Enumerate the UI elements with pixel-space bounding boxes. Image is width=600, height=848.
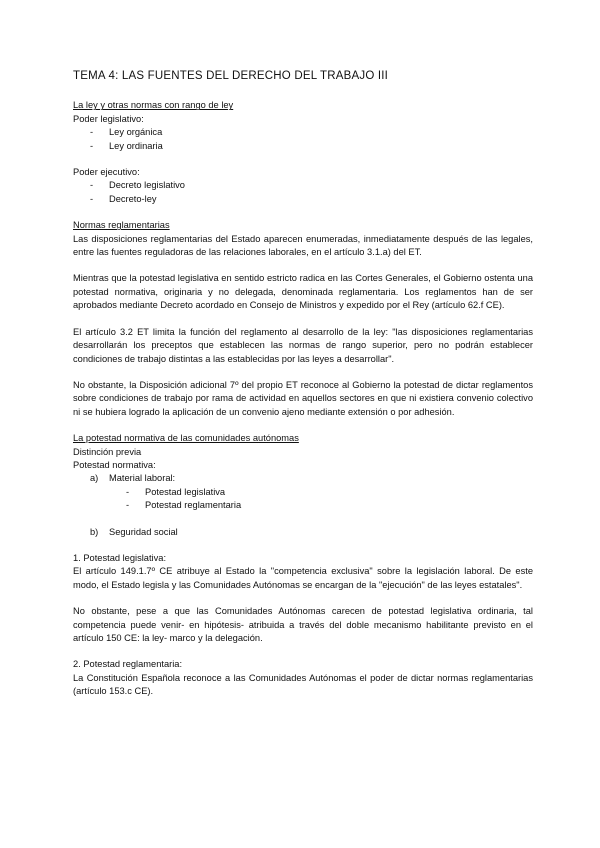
list-marker: a) [90, 473, 99, 484]
subheading-potestad-legislativa: 1. Potestad legislativa: [73, 552, 167, 563]
list-item-a [73, 472, 533, 485]
list-item: - Ley ordinaria [73, 140, 533, 153]
sub-list-item: - Potestad legislativa [73, 486, 533, 499]
list-item: - Decreto-ley [73, 193, 533, 206]
section-heading-normas-reglamentarias: Normas reglamentarias [73, 220, 170, 231]
distincion-previa: Distinción previa [73, 446, 142, 457]
section-heading-comunidades: La potestad normativa de las comunidades autónomas [73, 433, 299, 444]
paragraph: No obstante, la Disposición adicional 7º del propio ET reconoce al Gobierno la potestad de dictar reglamentos sobre condiciones de trabajo por rama de actividad en aquellos sectores en que ni existiera convenio colectivo ni se hubiera logrado la aplicación de un convenio ajeno mediante extensión o por adhesión. [73, 379, 533, 417]
sub-list-item: - Potestad reglamentaria [73, 499, 533, 512]
paragraph: No obstante, pese a que las Comunidades Autónomas carecen de potestad legislativa ordinaria, tal competencia puede venir- en hipótesis- atribuida a través del doble mecanismo habilitante previsto en el artículo 150 CE: la ley- marco y la delegación. [73, 606, 533, 643]
paragraph: El artículo 3.2 ET limita la función del reglamento al desarrollo de la ley: "las disposiciones reglamentarias desarrollarán los preceptos que establecen las normas de rango superior, pero no podrán establecer condiciones de trabajo distintas a las establecidas por las leyes a desarrollar". [73, 326, 533, 364]
list-item: - Ley orgánica [73, 126, 533, 139]
document-title: TEMA 4: LAS FUENTES DEL DERECHO DEL TRABAJO III [73, 70, 389, 82]
poder-ejecutivo-label: Poder ejecutivo: [73, 167, 140, 178]
poder-legislativo-label: Poder legislativo: [73, 113, 144, 124]
list-item-label: Material laboral: [109, 473, 176, 484]
list-marker: b) [90, 526, 99, 537]
list-item-label: Seguridad social [109, 526, 178, 537]
potestad-normativa-label: Potestad normativa: [73, 459, 156, 470]
paragraph: Mientras que la potestad legislativa en sentido estricto radica en las Cortes Generales, el Gobierno ostenta una potestad normativa, originaria y no delegada, denominada reglamentaria. Los reglamentos han de ser aprobados mediante Decreto acordado en Consejo de Ministros y expedido por el Rey (artículo 62.f CE). [73, 273, 533, 311]
paragraph: El artículo 149.1.7º CE atribuye al Estado la "competencia exclusiva" sobre la legislación laboral. De este modo, el Estado legisla y las Comunidades Autónomas se encargan de la "ejecución" de las leyes estatales". [73, 566, 533, 590]
section-heading-ley: La ley y otras normas con rango de ley [73, 100, 234, 111]
subheading-potestad-reglamentaria: 2. Potestad reglamentaria: [73, 659, 183, 670]
paragraph: Las disposiciones reglamentarias del Estado aparecen enumeradas, inmediatamente después de las legales, entre las fuentes reguladoras de las relaciones laborales, en el artículo 3.1.a) del ET. [73, 233, 533, 258]
list-item: - Decreto legislativo [73, 179, 533, 192]
list-item-b [73, 526, 533, 539]
document-page [73, 70, 533, 699]
paragraph: La Constitución Española reconoce a las Comunidades Autónomas el poder de dictar normas reglamentarias (artículo 153.c CE). [73, 672, 533, 697]
